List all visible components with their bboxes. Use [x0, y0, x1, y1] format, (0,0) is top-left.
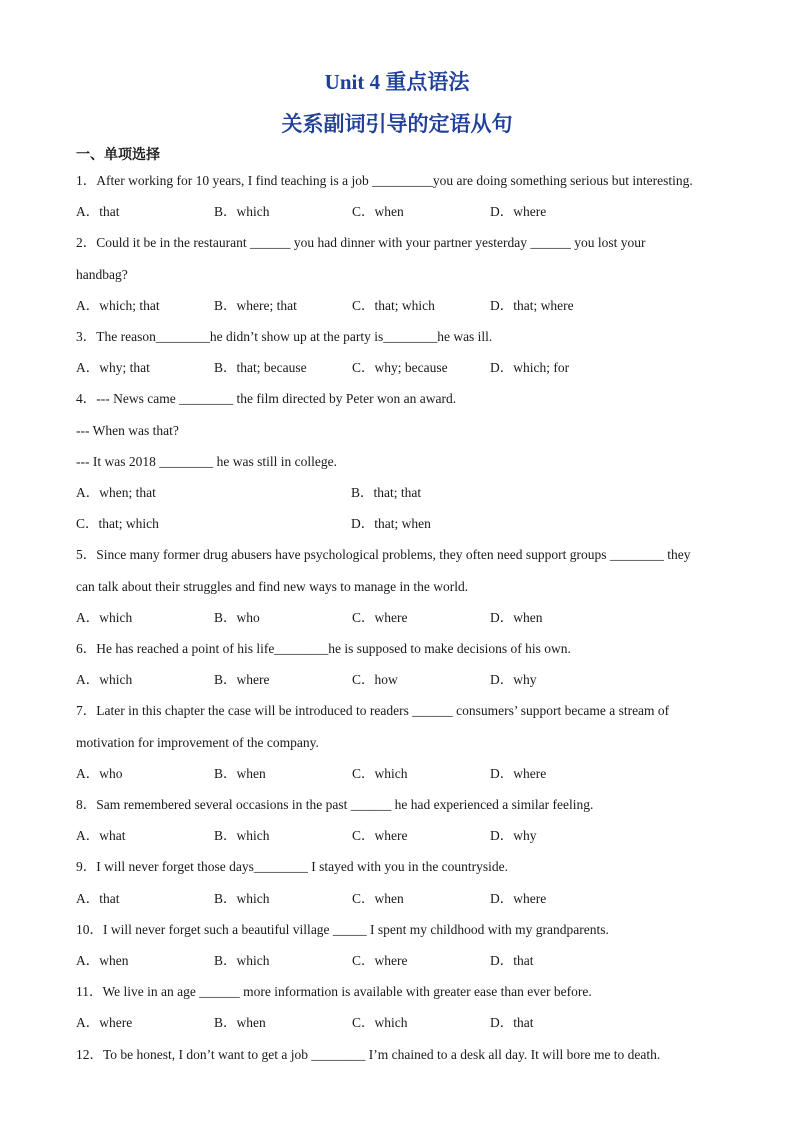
answer-option: D．where — [490, 204, 547, 220]
answer-option: C．when — [352, 204, 404, 220]
answer-option: B．who — [214, 609, 260, 625]
answer-option: D．when — [490, 609, 543, 625]
answer-option: C．where — [352, 609, 408, 625]
question-text: 12．To be honest, I don’t want to get a job ________ I’m chained to a desk all day. It will bore me to death. — [76, 1046, 661, 1062]
question-text: --- It was 2018 ________ he was still in college. — [76, 453, 337, 469]
answer-option: A．who — [76, 765, 123, 781]
question-text: 5．Since many former drug abusers have psychological problems, they often need support groups ________ they — [76, 547, 691, 563]
answer-option: B．that; because — [214, 360, 307, 376]
question-text: 2．Could it be in the restaurant ______ you had dinner with your partner yesterday ______ you lost your — [76, 235, 646, 251]
answer-option: C．how — [352, 672, 398, 688]
answer-option: A．which; that — [76, 297, 160, 313]
answer-option: D．where — [490, 890, 547, 906]
answer-option: B．when — [214, 1015, 266, 1031]
question-text: 3．The reason________he didn’t show up at the party is________he was ill. — [76, 329, 493, 344]
answer-option: C．which — [352, 1015, 408, 1031]
answer-option: D．which; for — [490, 360, 570, 376]
answer-option: D．that; when — [351, 516, 431, 532]
answer-option: A．which — [76, 672, 133, 688]
page-subtitle: 关系副词引导的定语从句 — [281, 112, 513, 136]
answer-option: D．that — [490, 1015, 534, 1031]
answer-option: B．which — [214, 204, 270, 220]
question-text: 7．Later in this chapter the case will be introduced to readers ______ consumers’ support became a stream of — [76, 703, 670, 719]
answer-option: B．when — [214, 765, 266, 781]
page-title: Unit 4 重点语法 — [324, 70, 470, 94]
answer-option: C．when — [352, 890, 404, 906]
answer-option: D．that; where — [490, 297, 574, 313]
question-text: 1．After working for 10 years, I find teaching is a job _________you are doing something serious but interesting. — [76, 173, 693, 188]
answer-option: A．when; that — [76, 485, 156, 500]
answer-option: C．where — [352, 828, 408, 844]
question-text: 11．We live in an age ______ more information is available with greater ease than ever before. — [76, 984, 592, 1000]
answer-option: B．which — [214, 828, 270, 844]
question-text: 10．I will never forget such a beautiful village _____ I spent my childhood with my grandparents. — [76, 921, 609, 937]
question-text: can talk about their struggles and find new ways to manage in the world. — [76, 578, 469, 594]
question-text: 6．He has reached a point of his life________he is supposed to make decisions of his own. — [76, 641, 571, 656]
answer-option: B．where; that — [214, 297, 297, 313]
answer-option: D．why — [490, 828, 537, 844]
question-text: motivation for improvement of the company. — [76, 734, 319, 750]
answer-option: C．that; which — [352, 297, 435, 313]
answer-option: D．that — [490, 953, 534, 968]
answer-option: B．where — [214, 672, 270, 688]
answer-option: C．that; which — [76, 516, 159, 532]
answer-option: A．what — [76, 828, 126, 844]
question-text: 9．I will never forget those days________ I stayed with you in the countryside. — [76, 859, 509, 875]
answer-option: C．why; because — [352, 360, 448, 376]
answer-option: C．which — [352, 765, 408, 781]
answer-option: C．where — [352, 953, 408, 968]
answer-option: B．which — [214, 953, 270, 968]
answer-option: A．that — [76, 204, 120, 220]
section-heading: 一、单项选择 — [76, 147, 160, 163]
answer-option: A．why; that — [76, 360, 150, 376]
answer-option: A．when — [76, 953, 129, 968]
question-text: 4．--- News came ________ the film directed by Peter won an award. — [76, 391, 457, 407]
answer-option: A．that — [76, 890, 120, 906]
question-text: 8．Sam remembered several occasions in the past ______ he had experienced a similar feeling. — [76, 797, 594, 812]
question-text: --- When was that? — [76, 422, 179, 438]
question-text: handbag? — [76, 266, 128, 282]
answer-option: D．where — [490, 765, 547, 781]
answer-option: B．that; that — [351, 485, 422, 500]
answer-option: A．where — [76, 1015, 133, 1031]
answer-option: D．why — [490, 672, 537, 688]
answer-option: B．which — [214, 890, 270, 906]
answer-option: A．which — [76, 609, 133, 625]
